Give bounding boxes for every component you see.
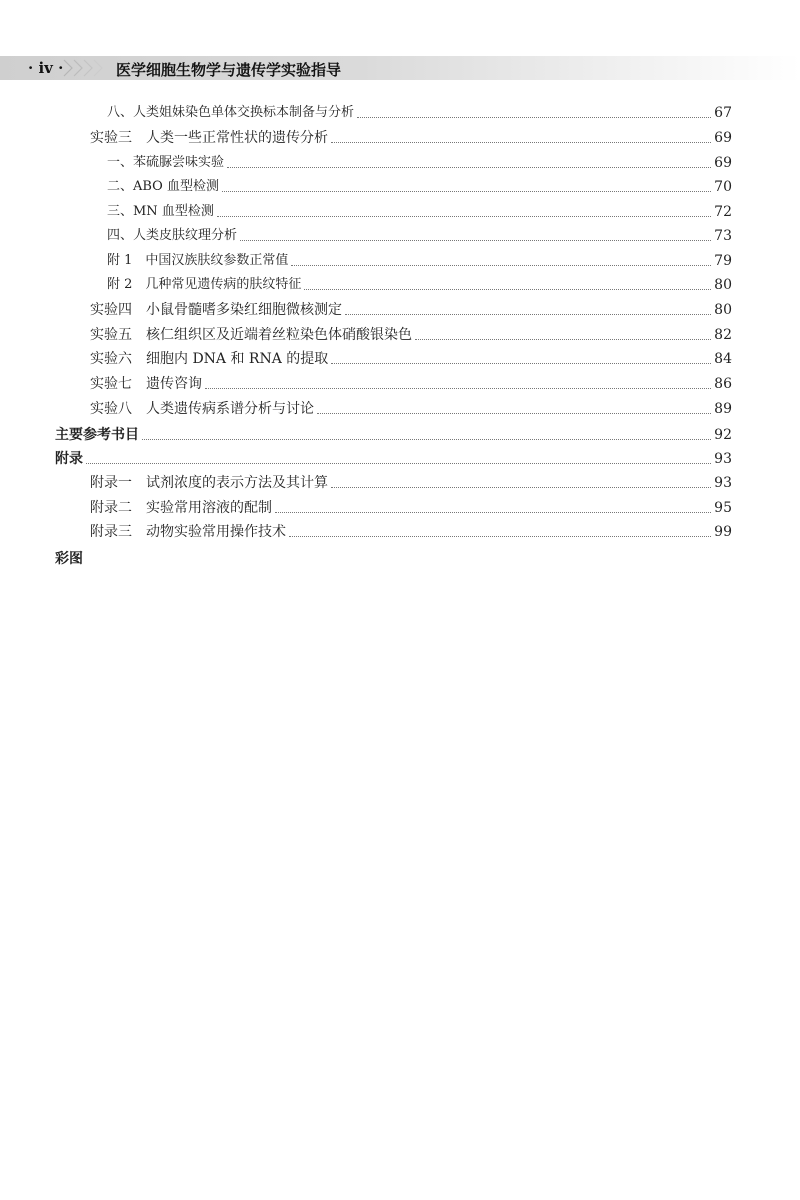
toc-page-number: 72 xyxy=(714,204,732,220)
chevron-decoration-icon xyxy=(62,57,110,79)
toc-entry-label: 实验四 小鼠骨髓嗜多染红细胞微核测定 xyxy=(90,302,342,318)
toc-entry-label: 三、MN 血型检测 xyxy=(107,204,214,219)
toc-entry[interactable] xyxy=(107,174,732,196)
toc-entry-label: 主要参考书目 xyxy=(55,427,139,443)
toc-page-number: 73 xyxy=(714,228,732,244)
toc-entry-label: 附录二 实验常用溶液的配制 xyxy=(90,500,272,516)
toc-entry[interactable] xyxy=(90,495,732,517)
toc-entry-label: 实验三 人类一些正常性状的遗传分析 xyxy=(90,130,328,146)
toc-entry-label: 附录一 试剂浓度的表示方法及其计算 xyxy=(90,475,328,491)
toc-leader xyxy=(291,265,711,266)
toc-entry-label: 实验八 人类遗传病系谱分析与讨论 xyxy=(90,401,314,417)
toc-entry-label: 彩图 xyxy=(55,551,83,567)
toc-entry[interactable] xyxy=(90,470,732,492)
toc-leader xyxy=(205,388,711,389)
toc-page-number: 80 xyxy=(714,302,732,318)
toc-entry[interactable] xyxy=(55,446,732,468)
toc-leader xyxy=(345,314,711,315)
toc-leader xyxy=(222,191,711,192)
toc-page-number: 99 xyxy=(714,524,732,540)
toc-page-number: 80 xyxy=(714,277,732,293)
toc-entry[interactable] xyxy=(90,371,732,393)
toc-entry[interactable] xyxy=(90,396,732,418)
toc-leader xyxy=(240,240,711,241)
toc-entry-label: 附 1 中国汉族肤纹参数正常值 xyxy=(107,253,289,268)
toc-page-number: 70 xyxy=(714,179,732,195)
toc-page-number: 95 xyxy=(714,500,732,516)
toc-entry[interactable] xyxy=(107,223,732,245)
toc-entry[interactable] xyxy=(107,100,732,122)
toc-leader xyxy=(415,339,711,340)
toc-entry-label: 附 2 几种常见遗传病的肤纹特征 xyxy=(107,277,302,292)
toc-page-number: 69 xyxy=(714,130,732,146)
toc-leader xyxy=(289,536,711,537)
book-title: 医学细胞生物学与遗传学实验指导 xyxy=(116,61,342,79)
toc-leader xyxy=(331,142,711,143)
toc-entry[interactable] xyxy=(90,322,732,344)
toc-page-number: 93 xyxy=(714,475,732,491)
toc-entry-label: 二、ABO 血型检测 xyxy=(107,179,219,194)
toc-entry-label: 八、人类姐妹染色单体交换标本制备与分析 xyxy=(107,105,355,120)
toc-entry[interactable] xyxy=(107,248,732,270)
toc-entry[interactable] xyxy=(90,297,732,319)
toc-entry-label: 实验七 遗传咨询 xyxy=(90,376,202,392)
toc-leader xyxy=(275,512,711,513)
toc-page-number: 92 xyxy=(714,427,732,443)
toc-entry-label: 附录 xyxy=(55,451,83,467)
toc-entry-label: 实验五 核仁组织区及近端着丝粒染色体硝酸银染色 xyxy=(90,327,412,343)
toc-page-number: 82 xyxy=(714,327,732,343)
toc-entry[interactable] xyxy=(107,199,732,221)
header-page-number: · iv · xyxy=(28,59,64,77)
toc-entry[interactable] xyxy=(107,150,732,172)
toc-leader xyxy=(331,487,711,488)
toc-entry[interactable] xyxy=(90,125,732,147)
toc-entry[interactable] xyxy=(55,546,732,568)
toc-leader xyxy=(357,117,711,118)
toc-entry-label: 四、人类皮肤纹理分析 xyxy=(107,228,238,243)
toc-page-number: 93 xyxy=(714,451,732,467)
toc-page-number: 84 xyxy=(714,351,732,367)
toc-entry[interactable] xyxy=(55,422,732,444)
toc-page-number: 79 xyxy=(714,253,732,269)
toc-leader xyxy=(227,167,711,168)
toc-entry[interactable] xyxy=(90,346,732,368)
toc-leader xyxy=(217,216,711,217)
toc-leader xyxy=(304,289,711,290)
toc-page-number: 86 xyxy=(714,376,732,392)
toc-entry-label: 实验六 细胞内 DNA 和 RNA 的提取 xyxy=(90,351,329,367)
toc-page-number: 69 xyxy=(714,155,732,171)
toc-leader xyxy=(142,439,711,440)
toc-leader xyxy=(86,463,711,464)
toc-entry[interactable] xyxy=(90,519,732,541)
toc-leader xyxy=(317,413,711,414)
toc-entry-label: 附录三 动物实验常用操作技术 xyxy=(90,524,286,540)
toc-leader xyxy=(331,363,711,364)
toc-entry[interactable] xyxy=(107,272,732,294)
toc-page-number: 89 xyxy=(714,401,732,417)
toc-page-number: 67 xyxy=(714,105,732,121)
toc-entry-label: 一、苯硫脲尝味实验 xyxy=(107,155,225,170)
